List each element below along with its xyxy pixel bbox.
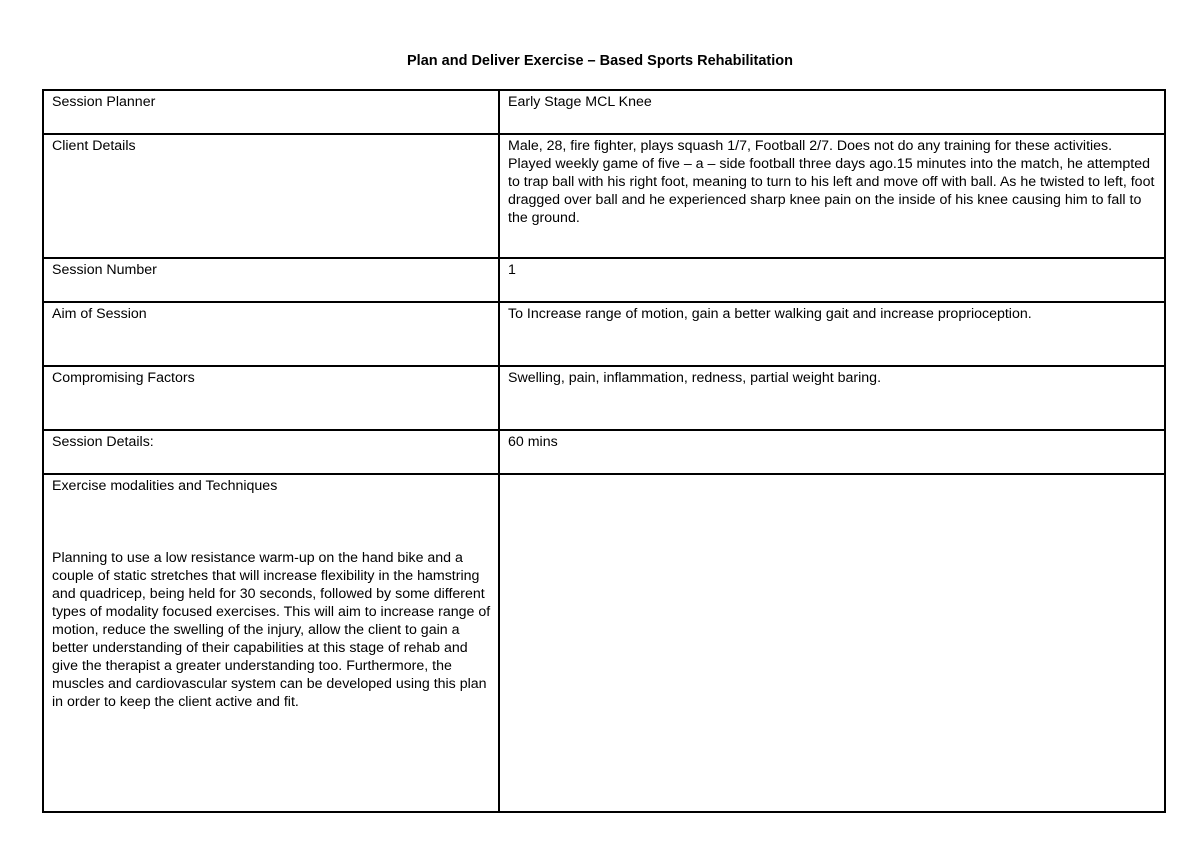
compromising-factors-value: Swelling, pain, inflammation, redness, partial weight baring. bbox=[499, 366, 1165, 430]
aim-of-session-label: Aim of Session bbox=[43, 302, 499, 366]
session-planner-value: Early Stage MCL Knee bbox=[499, 90, 1165, 134]
table-row bbox=[43, 302, 1165, 366]
table-row bbox=[43, 366, 1165, 430]
table-row bbox=[43, 430, 1165, 474]
table-row bbox=[43, 258, 1165, 302]
compromising-factors-label: Compromising Factors bbox=[43, 366, 499, 430]
page-title: Plan and Deliver Exercise – Based Sports Rehabilitation bbox=[407, 53, 793, 69]
aim-of-session-value: To Increase range of motion, gain a better walking gait and increase proprioception. bbox=[499, 302, 1165, 366]
session-details-value: 60 mins bbox=[499, 430, 1165, 474]
session-number-label: Session Number bbox=[43, 258, 499, 302]
exercise-modalities-body: Planning to use a low resistance warm-up on the hand bike and a couple of static stretches that will increase flexibility in the hamstring and quadricep, being held for 30 seconds, followed by some different types of modality focused exercises. This will aim to increase range of motion, reduce the swelling of the injury, allow the client to gain a better understanding of their capabilities at this stage of rehab and give the therapist a greater understanding too. Furthermore, the muscles and cardiovascular system can be developed using this plan in order to keep the client active and fit. bbox=[52, 550, 491, 710]
table-row bbox=[43, 474, 1165, 812]
table-row bbox=[43, 90, 1165, 134]
table-row bbox=[43, 134, 1165, 258]
exercise-modalities-label: Exercise modalities and Techniques bbox=[52, 478, 278, 494]
client-details-value: Male, 28, fire fighter, plays squash 1/7, Football 2/7. Does not do any training for these activities. Played weekly game of five – a – side football three days ago.15 minutes into the match, he attempted to trap ball with his right foot, meaning to turn to his left and move off with ball. As he twisted to left, foot dragged over ball and he experienced sharp knee pain on the inside of his knee causing him to fall to the ground. bbox=[499, 134, 1165, 258]
session-planner-label: Session Planner bbox=[43, 90, 499, 134]
session-planner-table bbox=[42, 89, 1166, 813]
exercise-modalities-cell bbox=[43, 474, 499, 812]
client-details-label: Client Details bbox=[43, 134, 499, 258]
exercise-modalities-value bbox=[499, 474, 1165, 812]
session-details-label: Session Details: bbox=[43, 430, 499, 474]
session-number-value: 1 bbox=[499, 258, 1165, 302]
